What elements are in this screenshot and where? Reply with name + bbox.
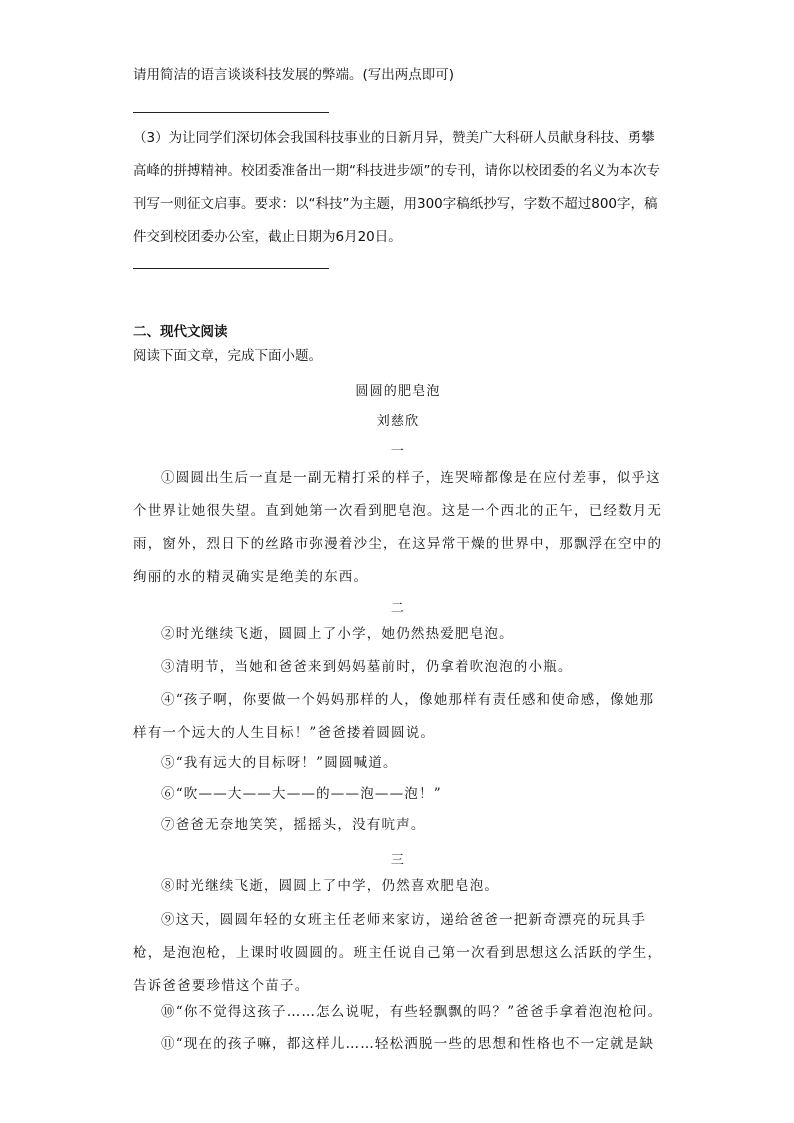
answer-blank-3[interactable] (133, 268, 329, 269)
paragraph-5: ⑤“我有远大的目标呀！”圆圆喊道。 (161, 755, 398, 771)
paragraph-1: ①圆圆出生后一直是一副无精打采的样子，连哭啼都像是在应付差事，似乎这个世界让她很失望。直到她第一次看到肥皂泡。这是一个西北的正午，已经数月无雨，窗外，烈日下的丝路市弥漫着沙尘，在这异常干燥的世界中，那飘浮在空中的绚丽的水的精灵确实是绝美的东西。 (133, 470, 663, 585)
part-marker-3: 三 (390, 853, 406, 868)
paragraph-2: ②时光继续飞逝，圆圆上了小学，她仍然热爱肥皂泡。 (161, 626, 514, 642)
part-marker-1: 一 (390, 444, 406, 459)
paragraph-11: ⑪“现在的孩子嘛，都这样儿……轻松洒脱一些的思想和性格也不一定就是缺 (161, 1036, 655, 1052)
paragraph-4: ④“孩子啊，你要做一个妈妈那样的人，像她那样有责任感和使命感，像她那样有一个远大的人生目标！”爸爸搂着圆圆说。 (133, 692, 655, 741)
paragraph-7: ⑦爸爸无奈地笑笑，摇摇头，没有吭声。 (161, 817, 426, 833)
question-prompt-2: 请用简洁的语言谈谈科技发展的弊端。(写出两点即可) (133, 67, 455, 83)
part-marker-2: 二 (390, 601, 406, 616)
answer-blank-2[interactable] (133, 112, 329, 113)
paragraph-6: ⑥“吹——大——大——的——泡——泡！” (161, 786, 442, 802)
paragraph-3: ③清明节，当她和爸爸来到妈妈墓前时，仍拿着吹泡泡的小瓶。 (161, 659, 573, 675)
paragraph-8: ⑧时光继续飞逝，圆圆上了中学，仍然喜欢肥皂泡。 (161, 878, 500, 894)
article-author: 刘慈欣 (376, 414, 420, 429)
article-title: 圆圆的肥皂泡 (355, 384, 441, 399)
paragraph-9: ⑨这天，圆圆年轻的女班主任老师来家访，递给爸爸一把新奇漂亮的玩具手枪，是泡泡枪，上课时收圆圆的。班主任说自己第一次看到思想这么活跃的学生，告诉爸爸要珍惜这个苗子。 (133, 912, 663, 994)
section-instruction: 阅读下面文章，完成下面小题。 (133, 348, 322, 364)
question-3-text: （3）为让同学们深切体会我国科技事业的日新月异，赞美广大科研人员献身科技、勇攀高峰的拼搏精神。校团委准备出一期“科技进步颂”的专刊，请你以校团委的名义为本次专刊写一则征文启事。要求：以“科技”为主题，用300字稿纸抄写，字数不超过800字，稿件交到校团委办公室，截止日期为6月20日。 (133, 130, 660, 245)
section-heading: 二、现代文阅读 (133, 324, 228, 340)
paragraph-10: ⑩“你不觉得这孩子……怎么说呢，有些轻飘飘的吗？”爸爸手拿着泡泡枪问。 (161, 1004, 663, 1020)
